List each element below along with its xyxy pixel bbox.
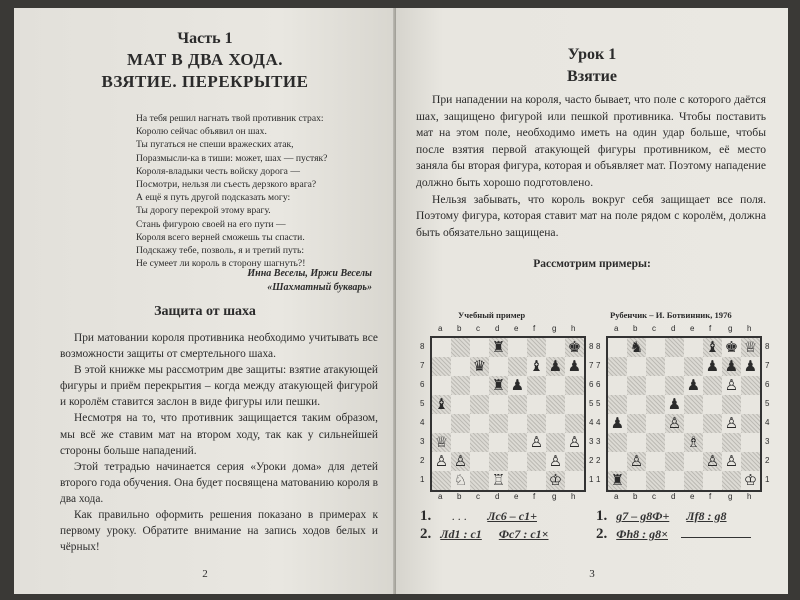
diagram2-rank-label: 2	[765, 456, 770, 465]
diagram2-move-line2	[596, 526, 751, 543]
diagram1-piece-g1: ♔	[548, 471, 563, 489]
diagram2-rank-label: 3	[596, 437, 601, 446]
poem-line: На тебя решил нагнать твой противник страх:	[136, 113, 324, 124]
move-text: Фс7 : с1×	[498, 527, 549, 541]
diagram1-square	[527, 452, 546, 471]
diagram2-square	[665, 433, 684, 452]
right-page	[396, 8, 788, 594]
diagram2-board-grid	[606, 336, 762, 492]
diagram1-square	[527, 338, 546, 357]
diagram1-rank-label: 3	[420, 437, 425, 446]
diagram1-piece-f7: ♝	[529, 357, 544, 375]
diagram1-rank-label: 7	[420, 361, 425, 370]
paragraph: Несмотря на то, что противник защищается таким образом, мы всё же ставим мат на втором ходу, так как у сильнейшей стороны больше нападений.	[60, 412, 378, 457]
diagram2-square	[627, 433, 646, 452]
diagram1-square	[451, 395, 470, 414]
diagram2-square	[741, 452, 760, 471]
poem-line: Ты дорогу перекрой этому врагу.	[136, 205, 271, 217]
diagram1-file-label: a	[438, 324, 443, 333]
diagram2-file-label: b	[633, 324, 638, 333]
poem-line: А ещё я путь другой подсказать могу:	[136, 192, 291, 204]
diagram2-file-label: h	[747, 324, 752, 333]
diagram1-square	[470, 452, 489, 471]
diagram1-square	[565, 452, 584, 471]
diagram1-rank-label: 2	[589, 456, 594, 465]
diagram1-move-line2	[420, 526, 549, 543]
diagram1-rank-label: 2	[420, 456, 425, 465]
diagram1-square	[508, 471, 527, 490]
diagram2-piece-e3: ♗	[686, 433, 701, 451]
diagram1-square	[432, 414, 451, 433]
diagram1-file-label: f	[533, 492, 536, 501]
diagram2-square	[703, 433, 722, 452]
diagram1-file-label: e	[514, 324, 519, 333]
diagram1-square	[470, 376, 489, 395]
diagram2-square	[741, 433, 760, 452]
diagram1-square	[432, 338, 451, 357]
diagram2-square	[665, 471, 684, 490]
diagram1-file-label: f	[533, 324, 536, 333]
paragraph: При нападении на короля, часто бывает, что поле с которого даётся шах, защищено фигурой или пешкой противника. Чтобы поставить мат на этом поле, необходимо иметь на один удар больше, чтобы после взятия первой атакующей фигуры противником, её место заняла бы вторая фигура, которая и объявляет мат. Поэтому нападение должно быть хорошо подготовлено.	[416, 93, 766, 189]
page-number-right: 3	[589, 568, 595, 580]
poem-line: Короля всего верней сможешь ты спасти.	[136, 231, 305, 243]
diagram1-square	[565, 414, 584, 433]
diagram1-piece-d1: ♖	[491, 471, 506, 489]
diagram1-square	[527, 395, 546, 414]
diagram2-file-label: c	[652, 324, 656, 333]
diagram1-piece-b2: ♙	[453, 452, 468, 470]
diagram2-square	[608, 376, 627, 395]
diagram1-square	[508, 338, 527, 357]
move-number: 1.	[420, 508, 432, 524]
diagram2-square	[722, 471, 741, 490]
diagram1-square	[546, 338, 565, 357]
paragraph: Этой тетрадью начинается серия «Уроки дома» для детей второго года обучения. Она будет посвящена матованию короля в два хода.	[60, 460, 379, 505]
diagram2-rank-label: 3	[765, 437, 770, 446]
diagram2-rank-label: 6	[765, 380, 770, 389]
diagram1-square	[451, 414, 470, 433]
poem-source: «Шахматный букварь»	[267, 282, 372, 293]
chess-diagram-2	[594, 324, 778, 508]
diagram2-caption: Рубенчик – И. Ботвинник, 1976	[610, 310, 732, 320]
diagram2-rank-label: 4	[596, 418, 601, 427]
move-number: 2.	[420, 526, 432, 542]
diagram1-piece-g2: ♙	[548, 452, 563, 470]
chapter-title-line2: ВЗЯТИЕ. ПЕРЕКРЫТИЕ	[101, 72, 309, 91]
diagram1-file-label: g	[552, 492, 557, 501]
paragraph: Нельзя забывать, что король вокруг себя защищает все поля. Поэтому фигура, которая ставит мат на поле рядом с королём, должна быть обязательно защищена.	[416, 192, 766, 239]
diagram2-square	[627, 471, 646, 490]
diagram1-square	[527, 376, 546, 395]
diagram2-file-label: c	[652, 492, 656, 501]
diagram1-square	[489, 433, 508, 452]
diagram1-square	[451, 357, 470, 376]
diagram1-square	[432, 471, 451, 490]
diagram1-rank-label: 8	[589, 342, 594, 351]
diagram2-piece-b8: ♞	[629, 338, 644, 356]
diagram1-square	[546, 414, 565, 433]
section-title: Защита от шаха	[154, 304, 256, 319]
move-text: Лd1 : с1	[440, 527, 482, 541]
diagram2-square	[646, 376, 665, 395]
diagram2-square	[684, 471, 703, 490]
poem-line: Короля-владыки честь войску дорога —	[136, 165, 300, 177]
diagram1-square	[489, 395, 508, 414]
diagram1-square	[470, 414, 489, 433]
diagram2-rank-label: 1	[765, 475, 770, 484]
diagram2-piece-g8: ♚	[724, 338, 739, 356]
diagram2-piece-g7: ♟	[724, 357, 739, 375]
diagram1-square	[451, 338, 470, 357]
diagram2-square	[627, 376, 646, 395]
diagram2-rank-label: 7	[765, 361, 770, 370]
page-number-left: 2	[202, 568, 208, 580]
diagram2-piece-f8: ♝	[705, 338, 720, 356]
examples-heading: Рассмотрим примеры:	[533, 258, 651, 270]
diagram1-caption: Учебный пример	[458, 310, 526, 320]
diagram2-square	[741, 395, 760, 414]
diagram2-square	[703, 376, 722, 395]
diagram2-square	[665, 452, 684, 471]
diagram2-square	[741, 376, 760, 395]
diagram2-square	[722, 433, 741, 452]
move-text: Лс6 – с1+	[487, 509, 537, 523]
diagram2-square	[741, 414, 760, 433]
diagram1-rank-label: 1	[589, 475, 594, 484]
diagram2-file-label: h	[747, 492, 752, 501]
poem	[136, 112, 327, 270]
diagram2-piece-e6: ♟	[686, 376, 701, 394]
diagram2-square	[703, 395, 722, 414]
diagram2-square	[627, 395, 646, 414]
diagram2-square	[684, 452, 703, 471]
diagram1-rank-label: 1	[420, 475, 425, 484]
diagram2-square	[684, 414, 703, 433]
diagram2-square	[665, 357, 684, 376]
diagram1-rank-label: 4	[589, 418, 594, 427]
diagram1-square	[508, 414, 527, 433]
poem-line: Не сумеет ли король в сторону шагнуть?!	[136, 258, 306, 270]
diagram2-rank-label: 1	[596, 475, 601, 484]
lesson-topic: Взятие	[567, 68, 617, 85]
diagram2-piece-h7: ♟	[743, 357, 758, 375]
diagram2-square	[608, 338, 627, 357]
diagram1-file-label: a	[438, 492, 443, 501]
diagram1-rank-label: 5	[589, 399, 594, 408]
diagram2-piece-b2: ♙	[629, 452, 644, 470]
diagram2-square	[646, 395, 665, 414]
diagram1-piece-c7: ♛	[472, 357, 487, 375]
diagram2-file-label: g	[728, 492, 733, 501]
poem-author: Инна Веселы, Иржи Веселы	[247, 268, 372, 279]
diagram1-square	[508, 395, 527, 414]
diagram2-piece-f7: ♟	[705, 357, 720, 375]
diagram1-square	[432, 376, 451, 395]
diagram1-square	[489, 452, 508, 471]
diagram2-file-label: g	[728, 324, 733, 333]
diagram1-piece-a5: ♝	[434, 395, 449, 413]
diagram1-square	[546, 433, 565, 452]
diagram2-square	[646, 357, 665, 376]
diagram1-square	[451, 433, 470, 452]
diagram1-piece-b1: ♘	[453, 471, 468, 489]
diagram2-square	[684, 338, 703, 357]
diagram1-file-label: g	[552, 324, 557, 333]
diagram2-piece-a4: ♟	[610, 414, 625, 432]
diagram2-rank-label: 5	[596, 399, 601, 408]
move-number: 1.	[596, 508, 608, 524]
diagram1-piece-d6: ♜	[491, 376, 506, 394]
paragraph: При матовании короля противника необходимо учитывать все возможности защиты от смертельного шаха.	[60, 332, 378, 361]
diagram1-square	[546, 376, 565, 395]
diagram2-square	[646, 452, 665, 471]
diagram1-square	[546, 395, 565, 414]
diagram2-square	[665, 376, 684, 395]
diagram1-square	[470, 338, 489, 357]
chapter-title-line1: МАТ В ДВА ХОДА.	[126, 50, 283, 69]
poem-line: Посмотри, нельзя ли съесть дерзкого врага?	[136, 179, 317, 191]
move-text: g7 – g8Ф+	[616, 509, 670, 523]
diagram2-file-label: d	[671, 324, 676, 333]
diagram2-file-label: f	[709, 324, 712, 333]
diagram1-rank-label: 5	[420, 399, 425, 408]
diagram2-rank-label: 8	[765, 342, 770, 351]
right-body-text	[416, 92, 766, 241]
diagram2-square	[684, 395, 703, 414]
diagram1-file-label: b	[457, 324, 462, 333]
diagram1-piece-d8: ♜	[491, 338, 506, 356]
diagram2-rank-label: 6	[596, 380, 601, 389]
diagram2-file-label: b	[633, 492, 638, 501]
diagram1-square	[470, 471, 489, 490]
diagram2-file-label: a	[614, 492, 619, 501]
diagram2-square	[608, 433, 627, 452]
diagram1-rank-label: 6	[589, 380, 594, 389]
diagram2-square	[722, 395, 741, 414]
paragraph: Как правильно оформить решения показано в примерах к первому уроку. Обратите внимание на запись ходов белых и чёрных!	[60, 509, 378, 554]
diagram2-square	[608, 357, 627, 376]
diagram2-square	[608, 395, 627, 414]
diagram2-piece-h8: ♕	[743, 338, 758, 356]
diagram2-file-label: f	[709, 492, 712, 501]
diagram1-file-label: c	[476, 492, 480, 501]
diagram1-file-label: h	[571, 324, 576, 333]
diagram2-rank-label: 7	[596, 361, 601, 370]
diagram2-square	[646, 338, 665, 357]
diagram2-piece-g4: ♙	[724, 414, 739, 432]
diagram2-square	[703, 471, 722, 490]
diagram2-piece-d4: ♙	[667, 414, 682, 432]
poem-line: Стань фигурою своей на его пути —	[136, 218, 286, 230]
diagram1-square	[508, 452, 527, 471]
diagram2-piece-d5: ♟	[667, 395, 682, 413]
diagram1-rank-label: 4	[420, 418, 425, 427]
answer-line	[681, 537, 751, 538]
diagram2-file-label: a	[614, 324, 619, 333]
diagram2-piece-f2: ♙	[705, 452, 720, 470]
diagram1-piece-e6: ♟	[510, 376, 525, 394]
diagram1-square	[508, 433, 527, 452]
poem-line: Ты пугаться не спеши вражеских атак,	[136, 139, 294, 151]
move-text: Лf8 : g8	[686, 509, 727, 523]
diagram2-file-label: d	[671, 492, 676, 501]
diagram2-square	[703, 414, 722, 433]
poem-line: Подскажу тебе, позволь, я и третий путь:	[136, 245, 304, 257]
diagram2-square	[608, 452, 627, 471]
diagram1-file-label: h	[571, 492, 576, 501]
diagram2-piece-h1: ♔	[743, 471, 758, 489]
left-body-text	[60, 330, 378, 555]
diagram2-square	[646, 414, 665, 433]
paragraph: В этой книжке мы рассмотрим две защиты: взятие атакующей фигуры и приём перекрытия – когда между атакующей фигурой и королём ставится заслон в виде фигуры или пешки.	[60, 364, 378, 409]
diagram1-file-label: d	[495, 492, 500, 501]
lesson-title: Урок 1	[567, 46, 617, 63]
diagram2-square	[684, 357, 703, 376]
diagram2-piece-g2: ♙	[724, 452, 739, 470]
diagram1-square	[565, 471, 584, 490]
diagram1-square	[527, 414, 546, 433]
diagram1-square	[432, 357, 451, 376]
diagram2-rank-label: 8	[596, 342, 601, 351]
diagram1-rank-label: 3	[589, 437, 594, 446]
diagram1-file-label: b	[457, 492, 462, 501]
diagram2-rank-label: 4	[765, 418, 770, 427]
move-number: 2.	[596, 526, 608, 542]
diagram1-piece-g7: ♟	[548, 357, 563, 375]
move-dots: . . .	[451, 509, 467, 523]
diagram2-square	[646, 471, 665, 490]
diagram1-file-label: c	[476, 324, 480, 333]
chess-diagram-1	[418, 324, 602, 508]
diagram2-piece-a1: ♜	[610, 471, 625, 489]
diagram2-move-line1	[596, 508, 727, 525]
poem-line: Королю сейчас объявил он шах.	[136, 126, 267, 138]
diagram2-square	[627, 414, 646, 433]
diagram1-rank-label: 6	[420, 380, 425, 389]
diagram1-file-label: d	[495, 324, 500, 333]
diagram1-move-line1	[420, 508, 537, 525]
diagram1-square	[489, 414, 508, 433]
diagram1-square	[527, 471, 546, 490]
diagram2-file-label: e	[690, 492, 695, 501]
diagram1-square	[470, 395, 489, 414]
diagram1-square	[470, 433, 489, 452]
diagram1-piece-h3: ♙	[567, 433, 582, 451]
diagram1-piece-a3: ♕	[434, 433, 449, 451]
diagram1-board-grid	[430, 336, 586, 492]
diagram1-piece-h7: ♟	[567, 357, 582, 375]
left-page	[14, 8, 396, 594]
diagram2-piece-g6: ♙	[724, 376, 739, 394]
diagram2-square	[646, 433, 665, 452]
diagram1-square	[451, 376, 470, 395]
diagram1-square	[489, 357, 508, 376]
diagram2-rank-label: 5	[765, 399, 770, 408]
diagram1-square	[565, 376, 584, 395]
diagram2-file-label: e	[690, 324, 695, 333]
part-label: Часть 1	[177, 30, 233, 47]
poem-line: Поразмысли-ка в тиши: может, шах — пустяк?	[136, 152, 328, 164]
diagram2-rank-label: 2	[596, 456, 601, 465]
diagram1-rank-label: 8	[420, 342, 425, 351]
move-text: Фh8 : g8×	[616, 527, 668, 541]
diagram2-square	[627, 357, 646, 376]
diagram1-rank-label: 7	[589, 361, 594, 370]
diagram2-square	[665, 338, 684, 357]
diagram1-file-label: e	[514, 492, 519, 501]
diagram1-piece-a2: ♙	[434, 452, 449, 470]
diagram1-square	[508, 357, 527, 376]
diagram1-piece-f3: ♙	[529, 433, 544, 451]
diagram1-square	[565, 395, 584, 414]
diagram1-piece-h8: ♚	[567, 338, 582, 356]
